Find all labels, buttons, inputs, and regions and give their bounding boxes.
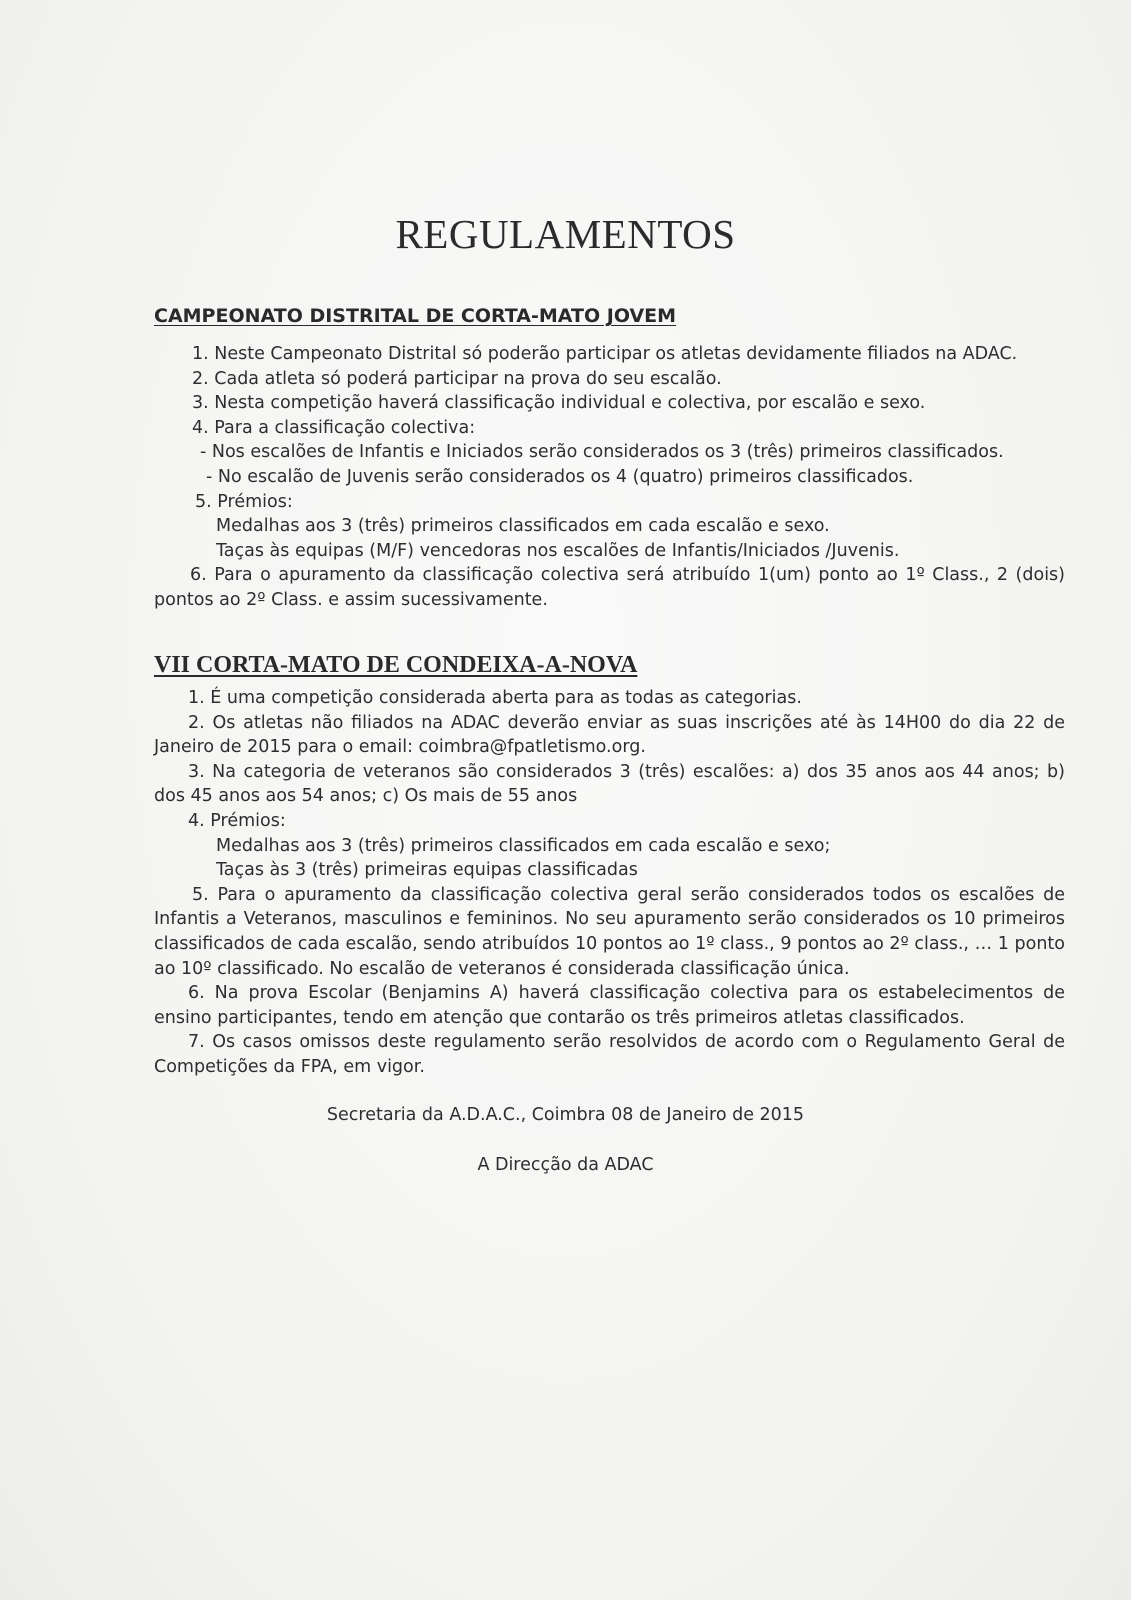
rule-subitem-4b: - No escalão de Juvenis serão considerados os 4 (quatro) primeiros classificados.: [206, 466, 914, 487]
rule-item-4: 4. Para a classificação colectiva:: [192, 417, 476, 438]
rule-item-4: 4. Prémios:: [188, 810, 286, 831]
rule-subitem-4a: - Nos escalões de Infantis e Iniciados serão considerados os 3 (três) primeiros classificados.: [200, 442, 1004, 463]
rule-subitem-4b: Taças às 3 (três) primeiras equipas classificadas: [216, 860, 638, 881]
rule-item-1: 1. Neste Campeonato Distrital só poderão participar os atletas devidamente filiados na ADAC.: [192, 344, 1018, 364]
rule-subitem-4a: Medalhas aos 3 (três) primeiros classificados em cada escalão e sexo;: [216, 835, 831, 856]
place-and-date: Secretaria da A.D.A.C., Coimbra 08 de Janeiro de 2015: [326, 1105, 805, 1125]
section-heading-corta-mato-condeixa: VII CORTA-MATO DE CONDEIXA-A-NOVA: [154, 652, 638, 678]
rule-item-5: 5. Para o apuramento da classificação colectiva geral serão considerados todos os escalões de Infantis a Veteranos, masculinos e femininos. No seu apuramento serão considerados os 10 primeiros classificados de cada escalão, sendo atribuídos 10 pontos ao 1º class., 9 pontos ao 2º class., … 1 ponto ao 10º classificado. No escalão de veteranos é considerada classificação única.: [154, 884, 1065, 979]
rule-subitem-5a: Medalhas aos 3 (três) primeiros classificados em cada escalão e sexo.: [216, 516, 830, 537]
rule-item-2: 2. Os atletas não filiados na ADAC deverão enviar as suas inscrições até às 14H00 do dia 22 de Janeiro de 2015 para o email: coimbra@fpatletismo.org.: [154, 712, 1065, 758]
rule-item-5: 5. Prémios:: [195, 491, 293, 512]
rule-item-1: 1. É uma competição considerada aberta para as todas as categorias.: [188, 688, 802, 708]
section-heading-campeonato-distrital: CAMPEONATO DISTRITAL DE CORTA-MATO JOVEM: [154, 305, 677, 327]
rule-item-2: 2. Cada atleta só poderá participar na prova do seu escalão.: [192, 368, 722, 389]
document-title: REGULAMENTOS: [395, 211, 736, 257]
rule-item-3: 3. Na categoria de veteranos são considerados 3 (três) escalões: a) dos 35 anos aos 44 anos; b) dos 45 anos aos 54 anos; c) Os mais de 55 anos: [154, 761, 1065, 807]
section-campeonato-distrital: [154, 342, 1065, 613]
rule-item-3: 3. Nesta competição haverá classificação individual e colectiva, por escalão e sexo.: [192, 393, 926, 414]
rule-item-6: 6. Na prova Escolar (Benjamins A) haverá classificação colectiva para os estabelecimentos de ensino participantes, tendo em atenção que contarão os três primeiros atletas classificados.: [154, 983, 1065, 1028]
signature-line: A Direcção da ADAC: [477, 1155, 654, 1175]
rule-subitem-5b: Taças às equipas (M/F) vencedoras nos escalões de Infantis/Iniciados /Juvenis.: [216, 540, 900, 561]
section-corta-mato-condeixa: [154, 686, 1065, 1080]
rule-item-6: 6. Para o apuramento da classificação colectiva será atribuído 1(um) ponto ao 1º Class., 2 (dois) pontos ao 2º Class. e assim sucessivamente.: [154, 565, 1065, 610]
rule-item-7: 7. Os casos omissos deste regulamento serão resolvidos de acordo com o Regulamento Geral de Competições da FPA, em vigor.: [154, 1032, 1065, 1077]
